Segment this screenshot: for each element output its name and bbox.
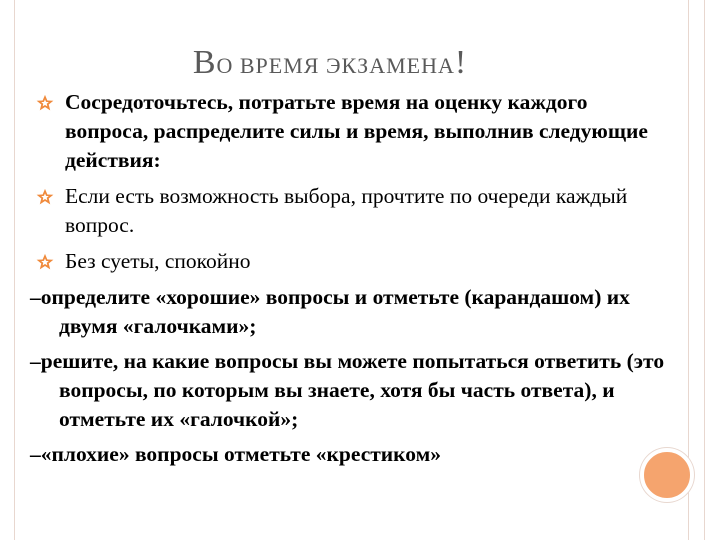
- bullet-text: Без суеты, спокойно: [65, 249, 251, 273]
- bullet-item: [36, 88, 676, 175]
- title-rest: О ВРЕМЯ ЭКЗАМЕНА: [216, 53, 455, 78]
- star-bullet-icon: [36, 94, 54, 112]
- frame-line-right-outer: [704, 0, 705, 540]
- bullet-item: [36, 247, 676, 276]
- dash-item: –решите, на какие вопросы вы можете попытаться ответить (это вопросы, по которым вы знаете, хотя бы часть ответа), и отметьте их «галочкой»;: [30, 349, 665, 431]
- bullet-text: Сосредоточьтесь, потратьте время на оценку каждого вопроса, распределите силы и время, выполнив следующие действия:: [65, 90, 648, 172]
- orange-circle-decoration: [640, 448, 694, 502]
- star-bullet-icon: [36, 188, 54, 206]
- title-capital: В: [192, 44, 217, 81]
- dash-item: –определите «хорошие» вопросы и отметьте (карандашом) их двумя «галочками»;: [30, 285, 630, 338]
- bullet-item: [36, 182, 676, 240]
- title-exclamation: !: [454, 44, 468, 81]
- slide-title: [0, 44, 660, 82]
- dash-item: –«плохие» вопросы отметьте «крестиком»: [30, 442, 442, 466]
- slide-content: [30, 88, 676, 475]
- bullet-text: Если есть возможность выбора, прочтите по очереди каждый вопрос.: [65, 184, 628, 237]
- star-bullet-icon: [36, 253, 54, 271]
- dash-list: [30, 283, 670, 469]
